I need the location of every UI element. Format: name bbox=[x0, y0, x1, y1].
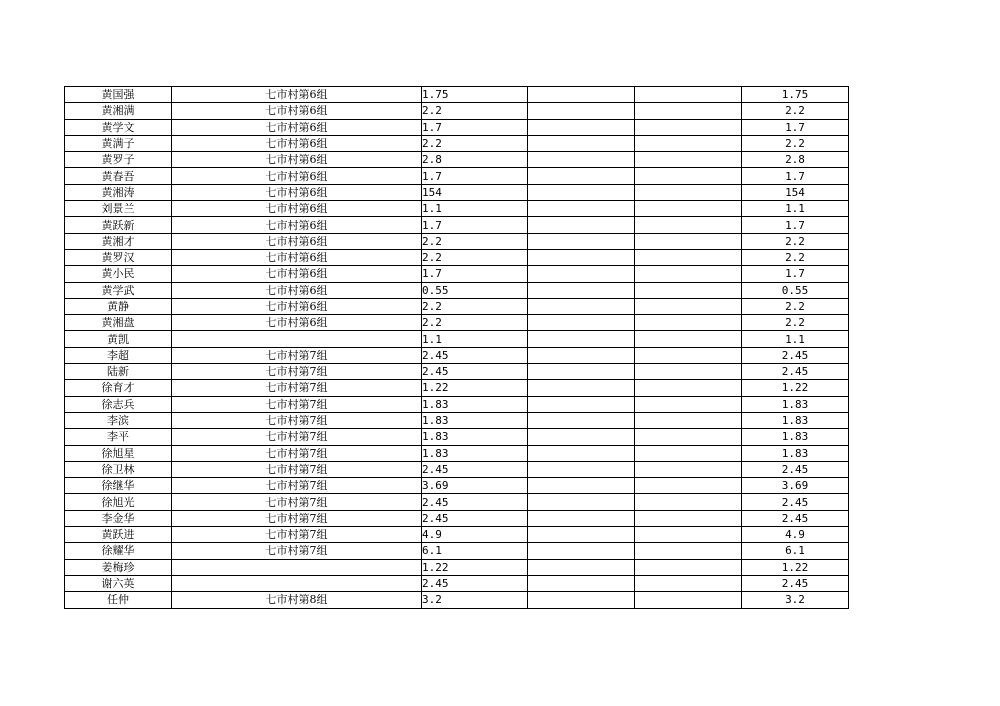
empty-cell bbox=[528, 380, 635, 396]
total-cell: 4.9 bbox=[742, 527, 849, 543]
table-row bbox=[65, 168, 849, 184]
empty-cell bbox=[635, 298, 742, 314]
empty-cell bbox=[635, 184, 742, 200]
name-cell: 黄静 bbox=[65, 298, 172, 314]
empty-cell bbox=[528, 445, 635, 461]
total-cell: 1.7 bbox=[742, 119, 849, 135]
total-cell: 0.55 bbox=[742, 282, 849, 298]
value-cell: 1.7 bbox=[422, 217, 528, 233]
table-row bbox=[65, 364, 849, 380]
table-row bbox=[65, 282, 849, 298]
value-cell: 6.1 bbox=[422, 543, 528, 559]
empty-cell bbox=[635, 315, 742, 331]
empty-cell bbox=[528, 478, 635, 494]
empty-cell bbox=[635, 445, 742, 461]
total-cell: 2.8 bbox=[742, 152, 849, 168]
address-cell bbox=[172, 559, 422, 575]
total-cell: 2.2 bbox=[742, 249, 849, 265]
empty-cell bbox=[528, 217, 635, 233]
empty-cell bbox=[528, 103, 635, 119]
empty-cell bbox=[528, 396, 635, 412]
empty-cell bbox=[635, 510, 742, 526]
table-row bbox=[65, 478, 849, 494]
value-cell: 2.45 bbox=[422, 461, 528, 477]
empty-cell bbox=[528, 315, 635, 331]
empty-cell bbox=[635, 494, 742, 510]
name-cell: 黄春吾 bbox=[65, 168, 172, 184]
name-cell: 任仲 bbox=[65, 592, 172, 608]
empty-cell bbox=[635, 543, 742, 559]
address-cell: 七市村第7组 bbox=[172, 364, 422, 380]
address-cell: 七市村第8组 bbox=[172, 592, 422, 608]
name-cell: 黄罗汉 bbox=[65, 249, 172, 265]
value-cell: 2.2 bbox=[422, 233, 528, 249]
table-row bbox=[65, 412, 849, 428]
name-cell: 黄罗子 bbox=[65, 152, 172, 168]
name-cell: 徐耀华 bbox=[65, 543, 172, 559]
value-cell: 1.83 bbox=[422, 429, 528, 445]
table-row bbox=[65, 347, 849, 363]
empty-cell bbox=[528, 298, 635, 314]
empty-cell bbox=[528, 347, 635, 363]
empty-cell bbox=[635, 559, 742, 575]
total-cell: 3.69 bbox=[742, 478, 849, 494]
address-cell: 七市村第6组 bbox=[172, 103, 422, 119]
total-cell: 1.7 bbox=[742, 168, 849, 184]
value-cell: 2.2 bbox=[422, 315, 528, 331]
name-cell: 刘景兰 bbox=[65, 201, 172, 217]
address-cell: 七市村第7组 bbox=[172, 494, 422, 510]
name-cell: 黄跃新 bbox=[65, 217, 172, 233]
empty-cell bbox=[635, 347, 742, 363]
empty-cell bbox=[635, 461, 742, 477]
table-row bbox=[65, 87, 849, 103]
address-cell: 七市村第6组 bbox=[172, 168, 422, 184]
empty-cell bbox=[528, 201, 635, 217]
value-cell: 2.45 bbox=[422, 510, 528, 526]
address-cell: 七市村第6组 bbox=[172, 298, 422, 314]
value-cell: 1.83 bbox=[422, 412, 528, 428]
address-cell: 七市村第6组 bbox=[172, 201, 422, 217]
value-cell: 2.45 bbox=[422, 494, 528, 510]
address-cell: 七市村第6组 bbox=[172, 266, 422, 282]
empty-cell bbox=[528, 152, 635, 168]
empty-cell bbox=[635, 152, 742, 168]
table-row bbox=[65, 331, 849, 347]
name-cell: 李平 bbox=[65, 429, 172, 445]
name-cell: 李滨 bbox=[65, 412, 172, 428]
name-cell: 徐卫林 bbox=[65, 461, 172, 477]
empty-cell bbox=[528, 575, 635, 591]
empty-cell bbox=[635, 380, 742, 396]
table-row bbox=[65, 315, 849, 331]
empty-cell bbox=[528, 412, 635, 428]
value-cell: 3.69 bbox=[422, 478, 528, 494]
name-cell: 徐志兵 bbox=[65, 396, 172, 412]
value-cell: 2.45 bbox=[422, 364, 528, 380]
empty-cell bbox=[635, 266, 742, 282]
total-cell: 2.45 bbox=[742, 347, 849, 363]
name-cell: 黄学武 bbox=[65, 282, 172, 298]
value-cell: 2.2 bbox=[422, 103, 528, 119]
empty-cell bbox=[528, 543, 635, 559]
total-cell: 2.2 bbox=[742, 103, 849, 119]
empty-cell bbox=[635, 331, 742, 347]
value-cell: 154 bbox=[422, 184, 528, 200]
address-cell bbox=[172, 575, 422, 591]
table-row bbox=[65, 527, 849, 543]
name-cell: 黄学文 bbox=[65, 119, 172, 135]
empty-cell bbox=[635, 282, 742, 298]
empty-cell bbox=[635, 575, 742, 591]
empty-cell bbox=[635, 364, 742, 380]
empty-cell bbox=[528, 266, 635, 282]
total-cell: 2.45 bbox=[742, 575, 849, 591]
empty-cell bbox=[528, 510, 635, 526]
value-cell: 2.2 bbox=[422, 298, 528, 314]
total-cell: 1.83 bbox=[742, 429, 849, 445]
address-cell: 七市村第7组 bbox=[172, 461, 422, 477]
empty-cell bbox=[528, 282, 635, 298]
table-row bbox=[65, 461, 849, 477]
table-row bbox=[65, 119, 849, 135]
table-row bbox=[65, 217, 849, 233]
table-row bbox=[65, 266, 849, 282]
name-cell: 谢六英 bbox=[65, 575, 172, 591]
total-cell: 2.2 bbox=[742, 233, 849, 249]
name-cell: 黄湘才 bbox=[65, 233, 172, 249]
name-cell: 黄国强 bbox=[65, 87, 172, 103]
total-cell: 3.2 bbox=[742, 592, 849, 608]
address-cell: 七市村第7组 bbox=[172, 429, 422, 445]
empty-cell bbox=[635, 201, 742, 217]
table-row bbox=[65, 103, 849, 119]
address-cell: 七市村第6组 bbox=[172, 233, 422, 249]
address-cell: 七市村第7组 bbox=[172, 396, 422, 412]
table-row bbox=[65, 559, 849, 575]
value-cell: 2.45 bbox=[422, 575, 528, 591]
address-cell: 七市村第7组 bbox=[172, 478, 422, 494]
address-cell: 七市村第6组 bbox=[172, 87, 422, 103]
total-cell: 6.1 bbox=[742, 543, 849, 559]
empty-cell bbox=[635, 119, 742, 135]
name-cell: 黄满子 bbox=[65, 135, 172, 151]
empty-cell bbox=[635, 168, 742, 184]
total-cell: 2.45 bbox=[742, 494, 849, 510]
name-cell: 黄湘涛 bbox=[65, 184, 172, 200]
table-body bbox=[65, 87, 849, 609]
empty-cell bbox=[635, 429, 742, 445]
data-table bbox=[64, 86, 849, 609]
table-row bbox=[65, 510, 849, 526]
total-cell: 1.83 bbox=[742, 445, 849, 461]
empty-cell bbox=[528, 429, 635, 445]
empty-cell bbox=[635, 412, 742, 428]
empty-cell bbox=[528, 233, 635, 249]
name-cell: 陆新 bbox=[65, 364, 172, 380]
empty-cell bbox=[528, 559, 635, 575]
value-cell: 1.1 bbox=[422, 331, 528, 347]
value-cell: 1.7 bbox=[422, 119, 528, 135]
table-row bbox=[65, 429, 849, 445]
address-cell: 七市村第6组 bbox=[172, 152, 422, 168]
total-cell: 1.83 bbox=[742, 396, 849, 412]
address-cell: 七市村第7组 bbox=[172, 527, 422, 543]
empty-cell bbox=[528, 592, 635, 608]
table-row bbox=[65, 201, 849, 217]
table-row bbox=[65, 380, 849, 396]
empty-cell bbox=[528, 494, 635, 510]
name-cell: 姜梅珍 bbox=[65, 559, 172, 575]
total-cell: 1.75 bbox=[742, 87, 849, 103]
total-cell: 1.7 bbox=[742, 217, 849, 233]
empty-cell bbox=[635, 592, 742, 608]
name-cell: 黄跃进 bbox=[65, 527, 172, 543]
address-cell: 七市村第6组 bbox=[172, 184, 422, 200]
value-cell: 4.9 bbox=[422, 527, 528, 543]
name-cell: 黄湘盘 bbox=[65, 315, 172, 331]
empty-cell bbox=[635, 396, 742, 412]
address-cell: 七市村第7组 bbox=[172, 412, 422, 428]
empty-cell bbox=[528, 184, 635, 200]
name-cell: 黄湘满 bbox=[65, 103, 172, 119]
total-cell: 1.1 bbox=[742, 331, 849, 347]
total-cell: 1.1 bbox=[742, 201, 849, 217]
total-cell: 2.2 bbox=[742, 315, 849, 331]
empty-cell bbox=[528, 87, 635, 103]
value-cell: 3.2 bbox=[422, 592, 528, 608]
empty-cell bbox=[635, 527, 742, 543]
value-cell: 2.2 bbox=[422, 135, 528, 151]
value-cell: 1.1 bbox=[422, 201, 528, 217]
empty-cell bbox=[635, 103, 742, 119]
value-cell: 0.55 bbox=[422, 282, 528, 298]
total-cell: 2.45 bbox=[742, 510, 849, 526]
empty-cell bbox=[528, 135, 635, 151]
address-cell: 七市村第7组 bbox=[172, 543, 422, 559]
address-cell: 七市村第7组 bbox=[172, 380, 422, 396]
name-cell: 黄小民 bbox=[65, 266, 172, 282]
table-row bbox=[65, 494, 849, 510]
total-cell: 1.7 bbox=[742, 266, 849, 282]
total-cell: 1.22 bbox=[742, 559, 849, 575]
address-cell bbox=[172, 331, 422, 347]
total-cell: 1.22 bbox=[742, 380, 849, 396]
table-row bbox=[65, 543, 849, 559]
name-cell: 徐继华 bbox=[65, 478, 172, 494]
empty-cell bbox=[528, 527, 635, 543]
value-cell: 1.83 bbox=[422, 445, 528, 461]
total-cell: 2.45 bbox=[742, 364, 849, 380]
value-cell: 1.22 bbox=[422, 559, 528, 575]
table-row bbox=[65, 135, 849, 151]
table-row bbox=[65, 249, 849, 265]
address-cell: 七市村第6组 bbox=[172, 315, 422, 331]
name-cell: 李超 bbox=[65, 347, 172, 363]
value-cell: 1.22 bbox=[422, 380, 528, 396]
empty-cell bbox=[528, 461, 635, 477]
name-cell: 徐育才 bbox=[65, 380, 172, 396]
empty-cell bbox=[635, 233, 742, 249]
empty-cell bbox=[635, 217, 742, 233]
empty-cell bbox=[635, 135, 742, 151]
empty-cell bbox=[528, 119, 635, 135]
value-cell: 1.75 bbox=[422, 87, 528, 103]
empty-cell bbox=[528, 364, 635, 380]
empty-cell bbox=[635, 249, 742, 265]
total-cell: 2.45 bbox=[742, 461, 849, 477]
value-cell: 2.2 bbox=[422, 249, 528, 265]
empty-cell bbox=[635, 87, 742, 103]
name-cell: 徐旭光 bbox=[65, 494, 172, 510]
table-row bbox=[65, 184, 849, 200]
table-row bbox=[65, 445, 849, 461]
table-row bbox=[65, 396, 849, 412]
total-cell: 1.83 bbox=[742, 412, 849, 428]
total-cell: 2.2 bbox=[742, 135, 849, 151]
value-cell: 1.7 bbox=[422, 168, 528, 184]
total-cell: 2.2 bbox=[742, 298, 849, 314]
name-cell: 李金华 bbox=[65, 510, 172, 526]
value-cell: 1.7 bbox=[422, 266, 528, 282]
address-cell: 七市村第7组 bbox=[172, 347, 422, 363]
value-cell: 2.8 bbox=[422, 152, 528, 168]
address-cell: 七市村第6组 bbox=[172, 249, 422, 265]
address-cell: 七市村第6组 bbox=[172, 119, 422, 135]
address-cell: 七市村第7组 bbox=[172, 445, 422, 461]
empty-cell bbox=[528, 249, 635, 265]
empty-cell bbox=[635, 478, 742, 494]
address-cell: 七市村第6组 bbox=[172, 135, 422, 151]
name-cell: 徐旭星 bbox=[65, 445, 172, 461]
empty-cell bbox=[528, 168, 635, 184]
total-cell: 154 bbox=[742, 184, 849, 200]
table-row bbox=[65, 298, 849, 314]
table-row bbox=[65, 592, 849, 608]
value-cell: 2.45 bbox=[422, 347, 528, 363]
address-cell: 七市村第6组 bbox=[172, 282, 422, 298]
table-row bbox=[65, 233, 849, 249]
address-cell: 七市村第7组 bbox=[172, 510, 422, 526]
table-row bbox=[65, 152, 849, 168]
name-cell: 黄凯 bbox=[65, 331, 172, 347]
table-row bbox=[65, 575, 849, 591]
address-cell: 七市村第6组 bbox=[172, 217, 422, 233]
empty-cell bbox=[528, 331, 635, 347]
value-cell: 1.83 bbox=[422, 396, 528, 412]
